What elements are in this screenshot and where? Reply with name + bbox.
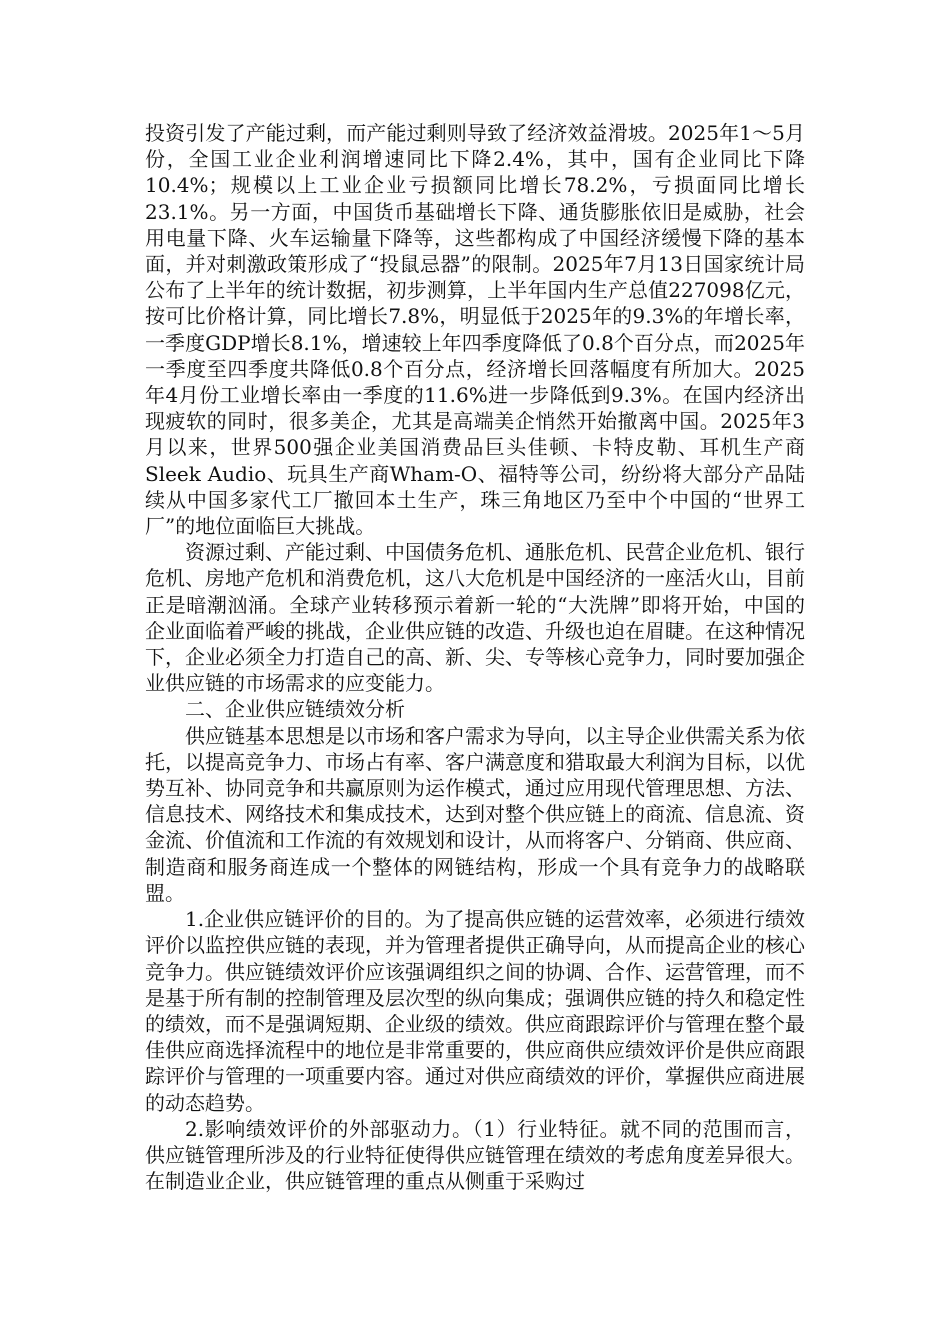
paragraph-economic-slowdown: 投资引发了产能过剩，而产能过剩则导致了经济效益滑坡。2025年1～5月份，全国工业企业利润增速同比下降2.4%，其中，国有企业同比下降10.4%；规模以上工业企业亏损额同比增长78.2%，亏损面同比增长23.1%。另一方面，中国货币基础增长下降、通货膨胀依旧是威胁，社会用电量下降、火车运输量下降等，这些都构成了中国经济缓慢下降的基本面，并对刺激政策形成了“投鼠忌器”的限制。2025年7月13日国家统计局公布了上半年的统计数据，初步测算，上半年国内生产总值227098亿元，按可比价格计算，同比增长7.8%，明显低于2025年的9.3%的年增长率，一季度GDP增长8.1%，增速较上年四季度降低了0.8个百分点，而2025年一季度至四季度共降低0.8个百分点，经济增长回落幅度有所加大。2025年4月份工业增长率由一季度的11.6%进一步降低到9.3%。在国内经济出现疲软的同时，很多美企，尤其是高端美企悄然开始撤离中国。2025年3月以来，世界500强企业美国消费品巨头佳顿、卡特皮勒、耳机生产商Sleek Audio、玩具生产商Wham-O、福特等公司，纷纷将大部分产品陆续从中国多家代工厂撤回本土生产，珠三角地区乃至中个中国的“世界工厂”的地位面临巨大挑战。 [145,121,805,539]
paragraph-eight-crises: 资源过剩、产能过剩、中国债务危机、通胀危机、民营企业危机、银行危机、房地产危机和消费危机，这八大危机是中国经济的一座活火山，目前正是暗潮汹涌。全球产业转移预示着新一轮的“大洗牌”即将开始，中国的企业面临着严峻的挑战，企业供应链的改造、升级也迫在眉睫。在这种情况下，企业必须全力打造自己的高、新、尖、专等核心竞争力，同时要加强企业供应链的市场需求的应变能力。 [145,540,805,696]
paragraph-evaluation-purpose: 1.企业供应链评价的目的。为了提高供应链的运营效率，必须进行绩效评价以监控供应链的表现，并为管理者提供正确导向，从而提高企业的核心竞争力。供应链绩效评价应该强调组织之间的协调、合作、运营管理，而不是基于所有制的控制管理及层次型的纵向集成；强调供应链的持久和稳定性的绩效，而不是强调短期、企业级的绩效。供应商跟踪评价与管理在整个最佳供应商选择流程中的地位是非常重要的，供应商供应绩效评价是供应商跟踪评价与管理的一项重要内容。通过对供应商绩效的评价，掌握供应商进展的动态趋势。 [145,907,805,1115]
paragraph-supply-chain-concept: 供应链基本思想是以市场和客户需求为导向，以主导企业供需关系为依托，以提高竞争力、市场占有率、客户满意度和猎取最大利润为目标，以优势互补、协同竞争和共赢原则为运作模式，通过应用现代管理思想、方法、信息技术、网络技术和集成技术，达到对整个供应链上的商流、信息流、资金流、价值流和工作流的有效规划和设计，从而将客户、分销商、供应商、制造商和服务商连成一个整体的网链结构，形成一个具有竞争力的战略联盟。 [145,723,805,905]
section-heading: 二、企业供应链绩效分析 [185,697,405,722]
paragraph-external-drivers: 2.影响绩效评价的外部驱动力。（1）行业特征。就不同的范围而言，供应链管理所涉及的行业特征使得供应链管理在绩效的考虑角度差异很大。在制造业企业，供应链管理的重点从侧重于采购过 [145,1116,805,1194]
document-body [145,120,805,1194]
